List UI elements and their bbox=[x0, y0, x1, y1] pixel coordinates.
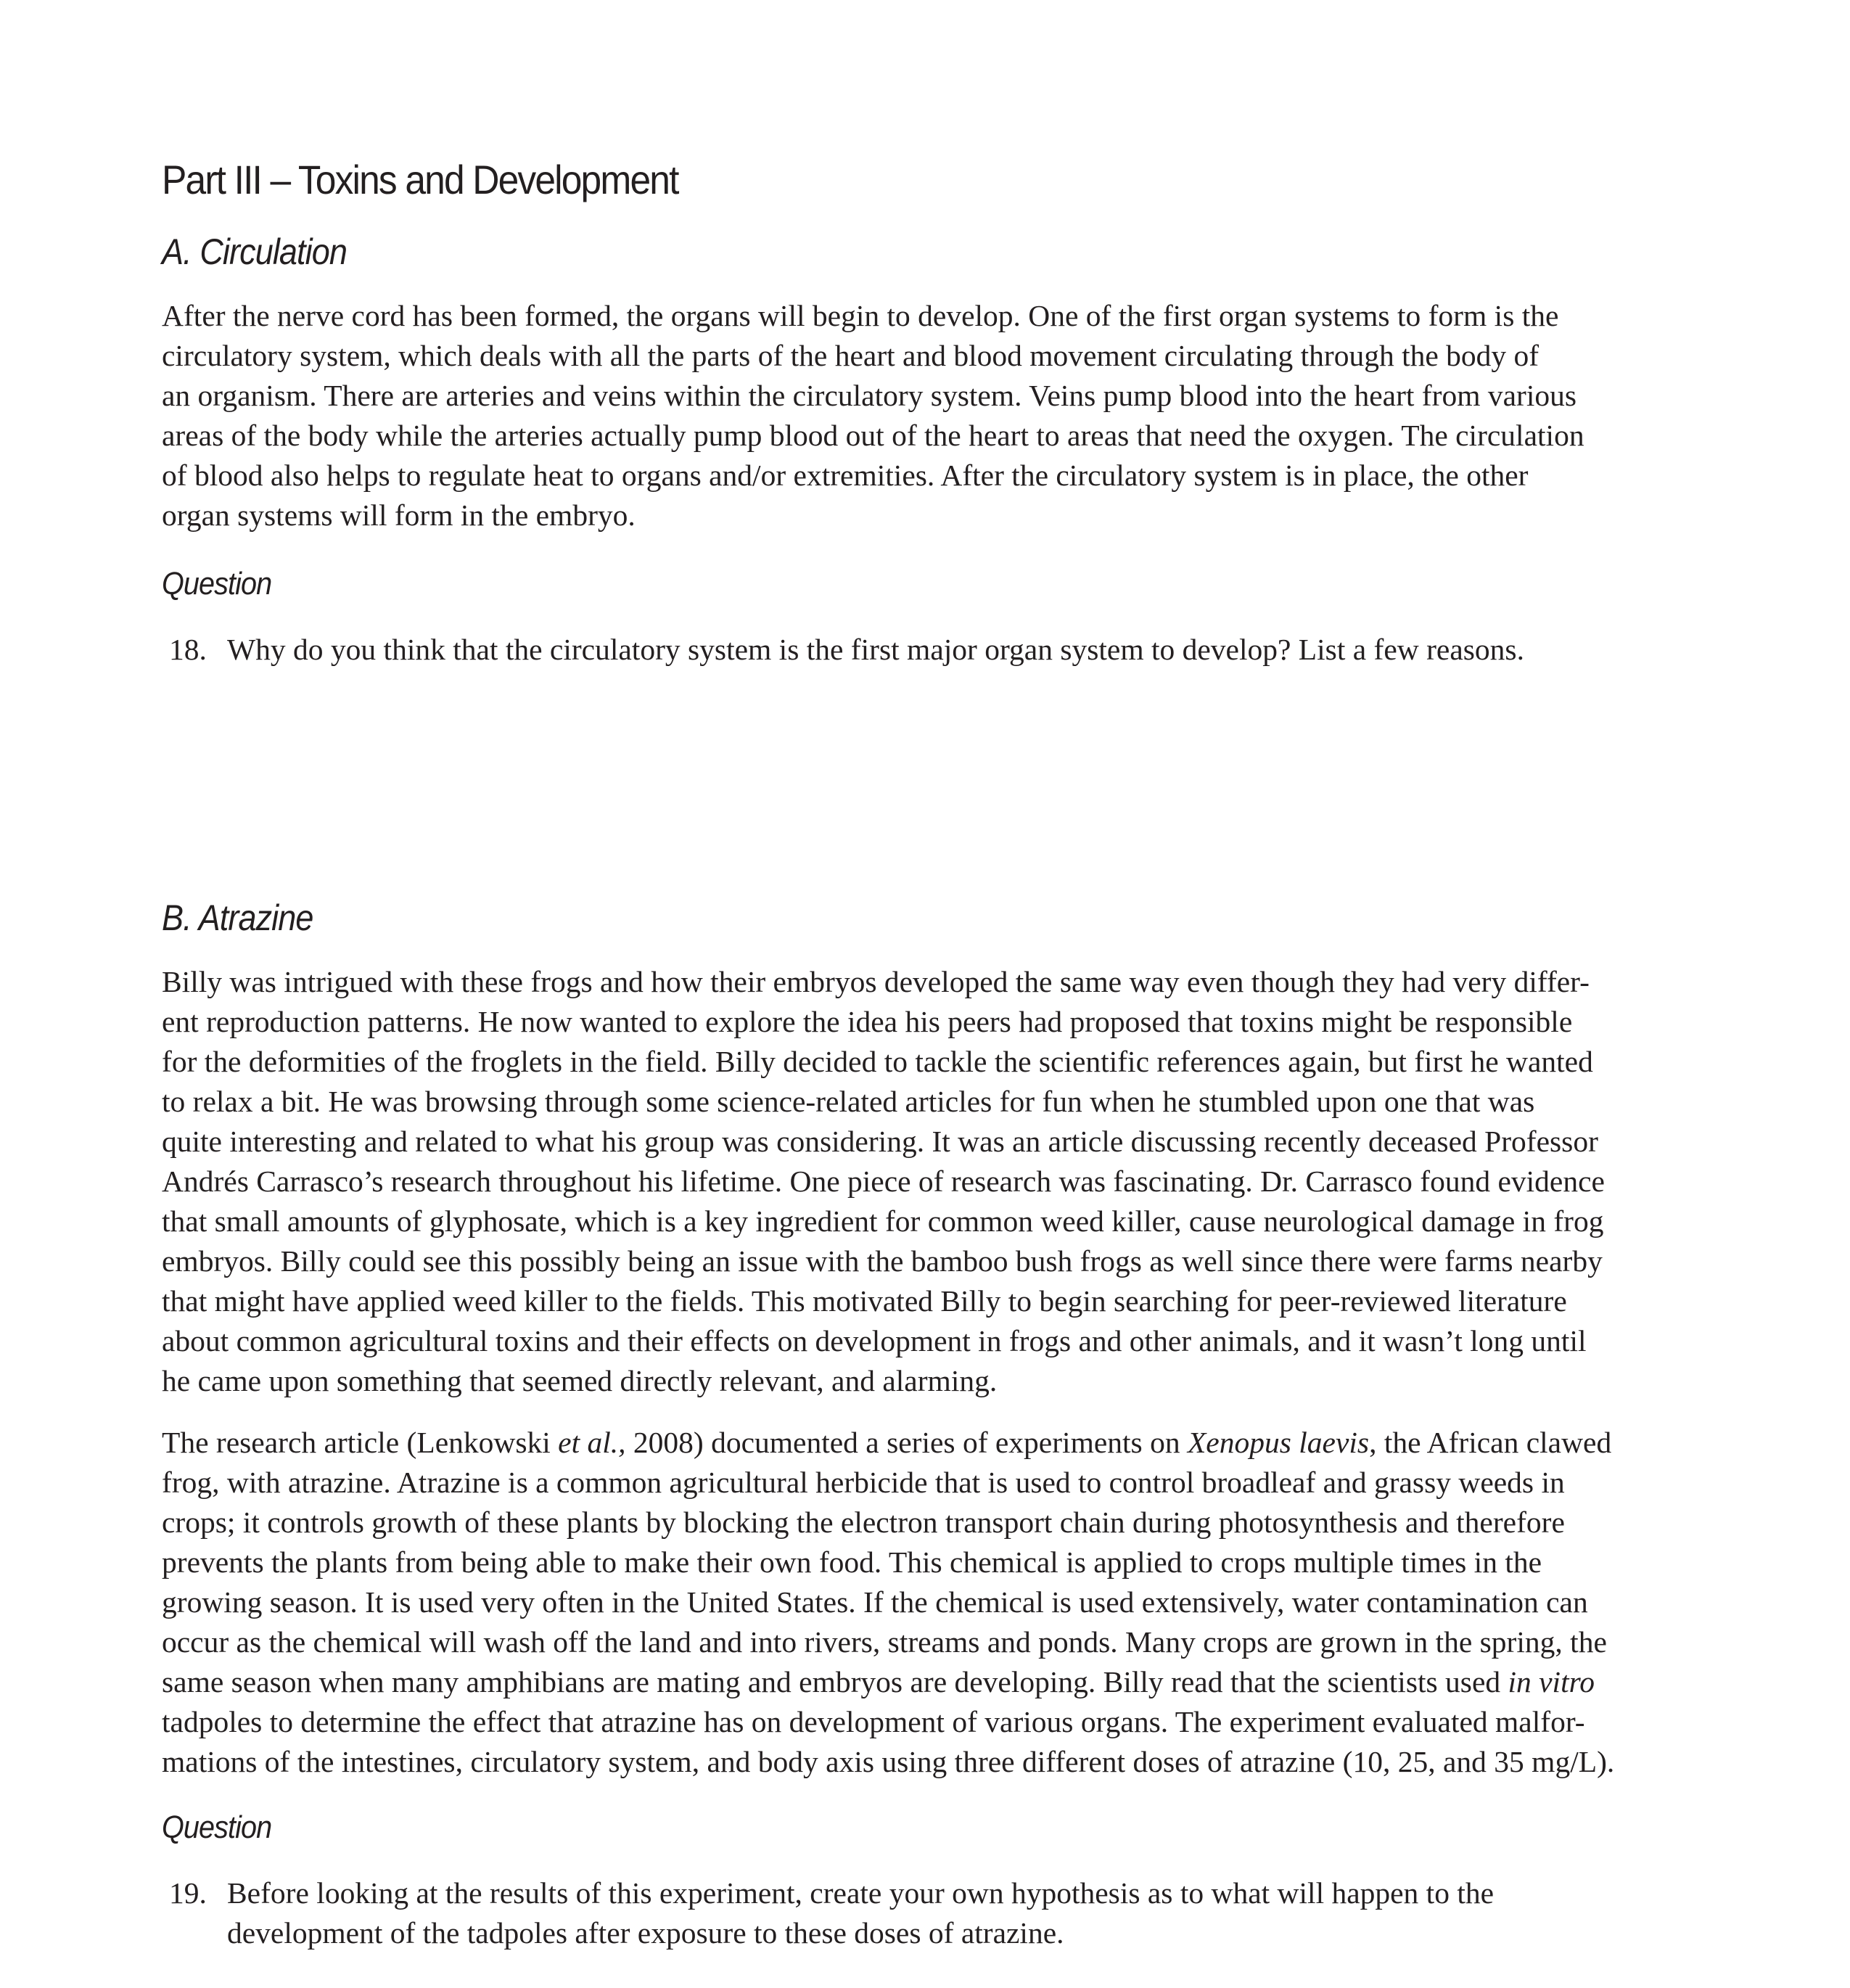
paragraph-line: quite interesting and related to what his group was considering. It was an article discussing recently deceased Professor bbox=[162, 1125, 1598, 1158]
paragraph-line: Andrés Carrasco’s research throughout his lifetime. One piece of research was fascinating. Dr. Carrasco found evidence bbox=[162, 1165, 1605, 1198]
paragraph-line: an organism. There are arteries and veins within the circulatory system. Veins pump blood into the heart from various bbox=[162, 379, 1577, 412]
paragraph-line: he came upon something that seemed directly relevant, and alarming. bbox=[162, 1364, 998, 1397]
question-text bbox=[227, 630, 1678, 670]
paragraph-line: embryos. Billy could see this possibly being an issue with the bamboo bush frogs as well since there were farms nearby bbox=[162, 1244, 1603, 1278]
section-heading-atrazine: B. Atrazine bbox=[162, 898, 313, 938]
paragraph-line: about common agricultural toxins and their effects on development in frogs and other animals, and it wasn’t long until bbox=[162, 1324, 1587, 1357]
paragraph-line: same season when many amphibians are mating and embryos are developing. Billy read that the scientists used in vitro bbox=[162, 1665, 1595, 1699]
paragraph-line: of blood also helps to regulate heat to organs and/or extremities. After the circulatory system is in place, the other bbox=[162, 459, 1529, 492]
question-number: 19. bbox=[169, 1876, 207, 1910]
question-19 bbox=[169, 1873, 1678, 1953]
paragraph-line: that small amounts of glyphosate, which is a key ingredient for common weed killer, cause neurological damage in frog bbox=[162, 1204, 1604, 1238]
paragraph-line: crops; it controls growth of these plants by blocking the electron transport chain during photosynthesis and therefore bbox=[162, 1506, 1565, 1539]
question-18 bbox=[169, 630, 1678, 670]
italic-species-name: Xenopus laevis bbox=[1187, 1426, 1370, 1459]
atrazine-paragraph-1 bbox=[162, 962, 1696, 1401]
circulation-paragraph bbox=[162, 296, 1696, 535]
paragraph-line: circulatory system, which deals with all the parts of the heart and blood movement circulating through the body of bbox=[162, 339, 1539, 372]
paragraph-line: mations of the intestines, circulatory system, and body axis using three different doses of atrazine (10, 25, and 35 mg/L). bbox=[162, 1745, 1615, 1778]
paragraph-line: to relax a bit. He was browsing through some science-related articles for fun when he stumbled upon one that was bbox=[162, 1085, 1535, 1118]
atrazine-paragraph-2 bbox=[162, 1423, 1696, 1782]
paragraph-line: tadpoles to determine the effect that atrazine has on development of various organs. The experiment evaluated malfor- bbox=[162, 1705, 1585, 1738]
paragraph-line: organ systems will form in the embryo. bbox=[162, 498, 636, 532]
paragraph-line: Billy was intrigued with these frogs and how their embryos developed the same way even though they had very differ- bbox=[162, 965, 1590, 998]
part-title: Part III – Toxins and Development bbox=[162, 157, 678, 202]
paragraph-line: occur as the chemical will wash off the land and into rivers, streams and ponds. Many crops are grown in the spring, the bbox=[162, 1625, 1607, 1659]
paragraph-line: that might have applied weed killer to the fields. This motivated Billy to begin searching for peer-reviewed literature bbox=[162, 1284, 1567, 1318]
section-heading-circulation: A. Circulation bbox=[162, 231, 348, 272]
question-heading-b: Question bbox=[162, 1810, 272, 1845]
paragraph-line: for the deformities of the froglets in the field. Billy decided to tackle the scientific references again, but first he wanted bbox=[162, 1045, 1593, 1078]
question-text bbox=[227, 1873, 1678, 1953]
paragraph-line: After the nerve cord has been formed, the organs will begin to develop. One of the first organ systems to form is the bbox=[162, 299, 1559, 332]
italic-term: in vitro bbox=[1508, 1665, 1595, 1699]
paragraph-line: prevents the plants from being able to make their own food. This chemical is applied to crops multiple times in the bbox=[162, 1545, 1542, 1579]
question-heading-a: Question bbox=[162, 566, 272, 601]
paragraph-line: ent reproduction patterns. He now wanted to explore the idea his peers had proposed that toxins might be responsible bbox=[162, 1005, 1573, 1038]
question-line: Why do you think that the circulatory system is the first major organ system to develop? List a few reasons. bbox=[227, 633, 1524, 666]
question-number: 18. bbox=[169, 633, 207, 666]
paragraph-line: The research article (Lenkowski et al., 2008) documented a series of experiments on Xenopus laevis, the African clawed bbox=[162, 1426, 1612, 1459]
question-line: development of the tadpoles after exposure to these doses of atrazine. bbox=[227, 1916, 1064, 1950]
paragraph-line: frog, with atrazine. Atrazine is a common agricultural herbicide that is used to control broadleaf and grassy weeds in bbox=[162, 1466, 1565, 1499]
italic-citation: et al., bbox=[558, 1426, 626, 1459]
paragraph-line: growing season. It is used very often in the United States. If the chemical is used extensively, water contamination can bbox=[162, 1585, 1588, 1619]
question-line: Before looking at the results of this experiment, create your own hypothesis as to what will happen to the bbox=[227, 1876, 1495, 1910]
paragraph-line: areas of the body while the arteries actually pump blood out of the heart to areas that need the oxygen. The circulation bbox=[162, 419, 1584, 452]
